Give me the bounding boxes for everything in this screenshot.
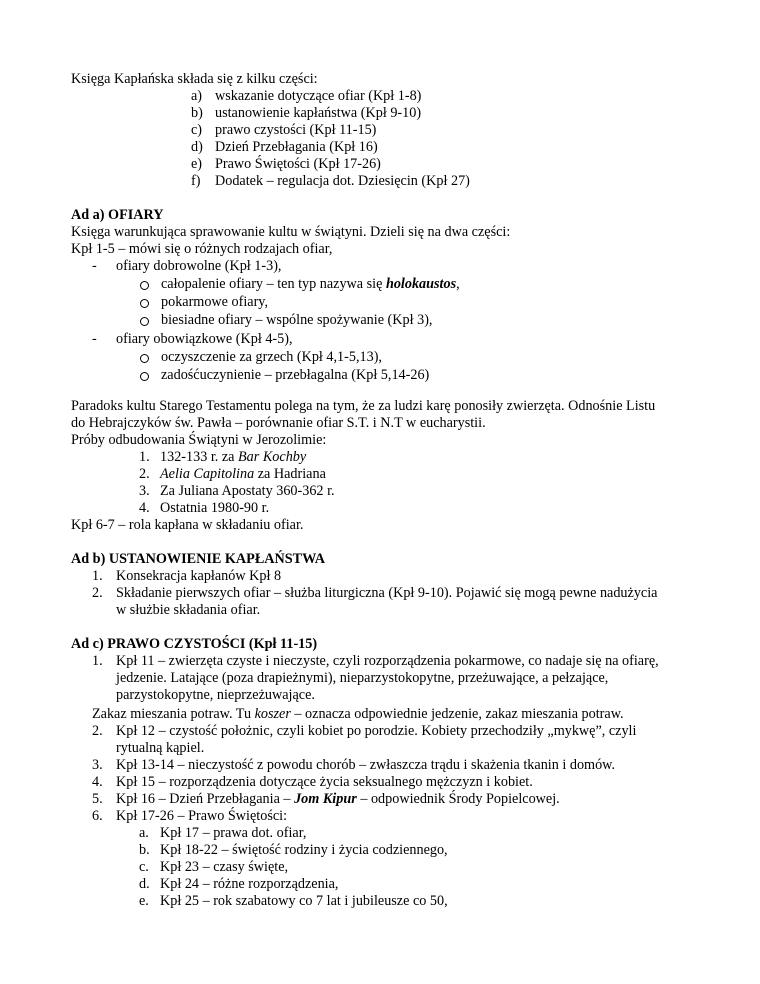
sub-list-item [139, 893, 448, 910]
list-item-continuation: rytualną kąpiel. [116, 740, 205, 756]
list-item [191, 105, 421, 122]
list-item-text: prawo czystości (Kpł 11-15) [215, 122, 377, 138]
paragraph-line: Kpł 1-5 – mówi się o różnych rodzajach ofiar, [71, 241, 333, 257]
list-item [92, 791, 560, 808]
dash-item-text: ofiary obowiązkowe (Kpł 4-5), [116, 331, 293, 347]
list-item [191, 139, 378, 156]
list-item-text: Ostatnia 1980-90 r. [160, 500, 270, 516]
list-item-continuation: jedzenie. Latające (poza drapieżnymi), nieparzystokopytne, przeżuwające, a pełzające, [116, 670, 609, 686]
list-marker: 3. [92, 757, 103, 773]
circle-item-text: biesiadne ofiary – wspólne spożywanie (Kpł 3), [161, 312, 433, 328]
list-item [191, 173, 470, 190]
list-marker: 3. [139, 483, 150, 499]
list-marker: d. [139, 876, 150, 892]
list-marker: b) [191, 105, 203, 121]
sub-list-item [139, 825, 306, 842]
list-item-text: Konsekracja kapłanów Kpł 8 [116, 568, 282, 584]
list-item [139, 449, 306, 466]
list-marker: d) [191, 139, 203, 155]
list-item [191, 88, 421, 105]
list-item-text: Kpł 18-22 – świętość rodziny i życia codziennego, [160, 842, 448, 858]
paragraph-line: Kpł 6-7 – rola kapłana w składaniu ofiar. [71, 517, 304, 533]
list-marker: a. [139, 825, 149, 841]
dash-item [92, 258, 281, 275]
list-item-continuation: w służbie składania ofiar. [116, 602, 261, 618]
list-item-continuation: parzystokopytne, nieprzeżuwające. [116, 687, 315, 703]
list-item-text: Składanie pierwszych ofiar – służba liturgiczna (Kpł 9-10). Pojawić się mogą pewne nadużycia [116, 585, 658, 601]
emphasis-term: Jom Kipur [294, 791, 357, 807]
circle-item [140, 367, 429, 384]
list-marker: 1. [139, 449, 150, 465]
bullet-circle-icon [140, 372, 149, 381]
list-item-text: ustanowienie kapłaństwa (Kpł 9-10) [215, 105, 422, 121]
circle-item [140, 276, 460, 293]
paragraph-line: Zakaz mieszania potraw. Tu koszer – oznacza odpowiednie jedzenie, zakaz mieszania potraw. [92, 706, 624, 722]
list-item [92, 568, 281, 585]
list-item-text: Kpł 11 – zwierzęta czyste i nieczyste, czyli rozporządzenia pokarmowe, co nadaje się na ofiarę, [116, 653, 659, 669]
list-item [139, 500, 269, 517]
circle-item-text: zadośćuczynienie – przebłagalna (Kpł 5,14-26) [161, 367, 430, 383]
list-item [139, 483, 335, 500]
circle-item [140, 294, 268, 311]
list-item [92, 757, 615, 774]
list-item-text: Kpł 13-14 – nieczystość z powodu chorób – zwłaszcza trądu i skażenia tkanin i domów. [116, 757, 616, 773]
dash-item-text: ofiary dobrowolne (Kpł 1-3), [116, 258, 282, 274]
list-marker: 1. [92, 568, 103, 584]
list-item-text: Kpł 17-26 – Prawo Świętości: [116, 808, 288, 824]
list-marker: 2. [92, 585, 103, 601]
paragraph-line: Księga warunkująca sprawowanie kultu w świątyni. Dzieli się na dwa części: [71, 224, 511, 240]
list-item-text: Za Juliana Apostaty 360-362 r. [160, 483, 335, 499]
list-marker: c) [191, 122, 203, 138]
paragraph-line: Próby odbudowania Świątyni w Jerozolimie: [71, 432, 327, 448]
list-item-text: Kpł 12 – czystość położnic, czyli kobiet po porodzie. Kobiety przechodziły „mykwę”, czyli [116, 723, 637, 739]
list-item-text: Kpł 17 – prawa dot. ofiar, [160, 825, 307, 841]
section-c-heading: Ad c) PRAWO CZYSTOŚCI (Kpł 11-15) [71, 636, 318, 652]
circle-item [140, 349, 382, 366]
dash-marker: - [92, 331, 97, 347]
list-item-text: Prawo Świętości (Kpł 17-26) [215, 156, 381, 172]
list-item-text: Dzień Przebłagania (Kpł 16) [215, 139, 378, 155]
list-item [92, 723, 636, 740]
circle-item-text: pokarmowe ofiary, [161, 294, 269, 310]
list-marker: e) [191, 156, 203, 172]
dash-item [92, 331, 293, 348]
bullet-circle-icon [140, 281, 149, 290]
emphasis-term: holokaustos [385, 276, 457, 292]
list-item [191, 156, 381, 173]
list-marker: 1. [92, 653, 103, 669]
list-item [92, 653, 659, 670]
list-marker: a) [191, 88, 203, 104]
list-item [139, 466, 326, 483]
emphasis-term: koszer [254, 706, 291, 722]
list-item-text: Kpł 23 – czasy święte, [160, 859, 289, 875]
list-marker: 5. [92, 791, 103, 807]
circle-item [140, 312, 432, 329]
list-item-text: Aelia Capitolina za Hadriana [160, 466, 326, 482]
list-item [191, 122, 376, 139]
list-marker: e. [139, 893, 149, 909]
list-item-text: wskazanie dotyczące ofiar (Kpł 1-8) [215, 88, 422, 104]
bullet-circle-icon [140, 354, 149, 363]
list-item-text: 132-133 r. za Bar Kochby [160, 449, 307, 465]
list-marker: b. [139, 842, 150, 858]
bullet-circle-icon [140, 317, 149, 326]
list-marker: 2. [139, 466, 150, 482]
sub-list-item [139, 859, 288, 876]
list-item-text: Kpł 25 – rok szabatowy co 7 lat i jubileusze co 50, [160, 893, 448, 909]
list-item-text: Kpł 24 – różne rozporządzenia, [160, 876, 339, 892]
list-marker: 2. [92, 723, 103, 739]
list-marker: c. [139, 859, 149, 875]
paragraph-line: Paradoks kultu Starego Testamentu polega na tym, że za ludzi karę ponosiły zwierzęta. Odnośnie Listu [71, 398, 656, 414]
list-marker: f) [191, 173, 201, 189]
dash-marker: - [92, 258, 97, 274]
list-item [92, 585, 657, 602]
list-marker: 4. [139, 500, 150, 516]
bullet-circle-icon [140, 299, 149, 308]
section-b-heading: Ad b) USTANOWIENIE KAPŁAŃSTWA [71, 551, 325, 567]
section-a-heading: Ad a) OFIARY [71, 207, 164, 223]
list-item [92, 808, 287, 825]
paragraph-line: do Hebrajczyków św. Pawła – porównanie ofiar S.T. i N.T w eucharystii. [71, 415, 486, 431]
list-marker: 6. [92, 808, 103, 824]
list-item [92, 774, 533, 791]
sub-list-item [139, 842, 448, 859]
list-item-text: Kpł 15 – rozporządzenia dotyczące życia seksualnego mężczyzn i kobiet. [116, 774, 533, 790]
intro-line: Księga Kapłańska składa się z kilku części: [71, 71, 318, 87]
circle-item-text: oczyszczenie za grzech (Kpł 4,1-5,13), [161, 349, 382, 365]
list-item-text: Dodatek – regulacja dot. Dziesięcin (Kpł 27) [215, 173, 470, 189]
list-marker: 4. [92, 774, 103, 790]
sub-list-item [139, 876, 338, 893]
circle-item-text: całopalenie ofiary – ten typ nazywa się holokaustos, [161, 276, 460, 292]
list-item-text: Kpł 16 – Dzień Przebłagania – Jom Kipur – odpowiednik Środy Popielcowej. [116, 791, 560, 807]
